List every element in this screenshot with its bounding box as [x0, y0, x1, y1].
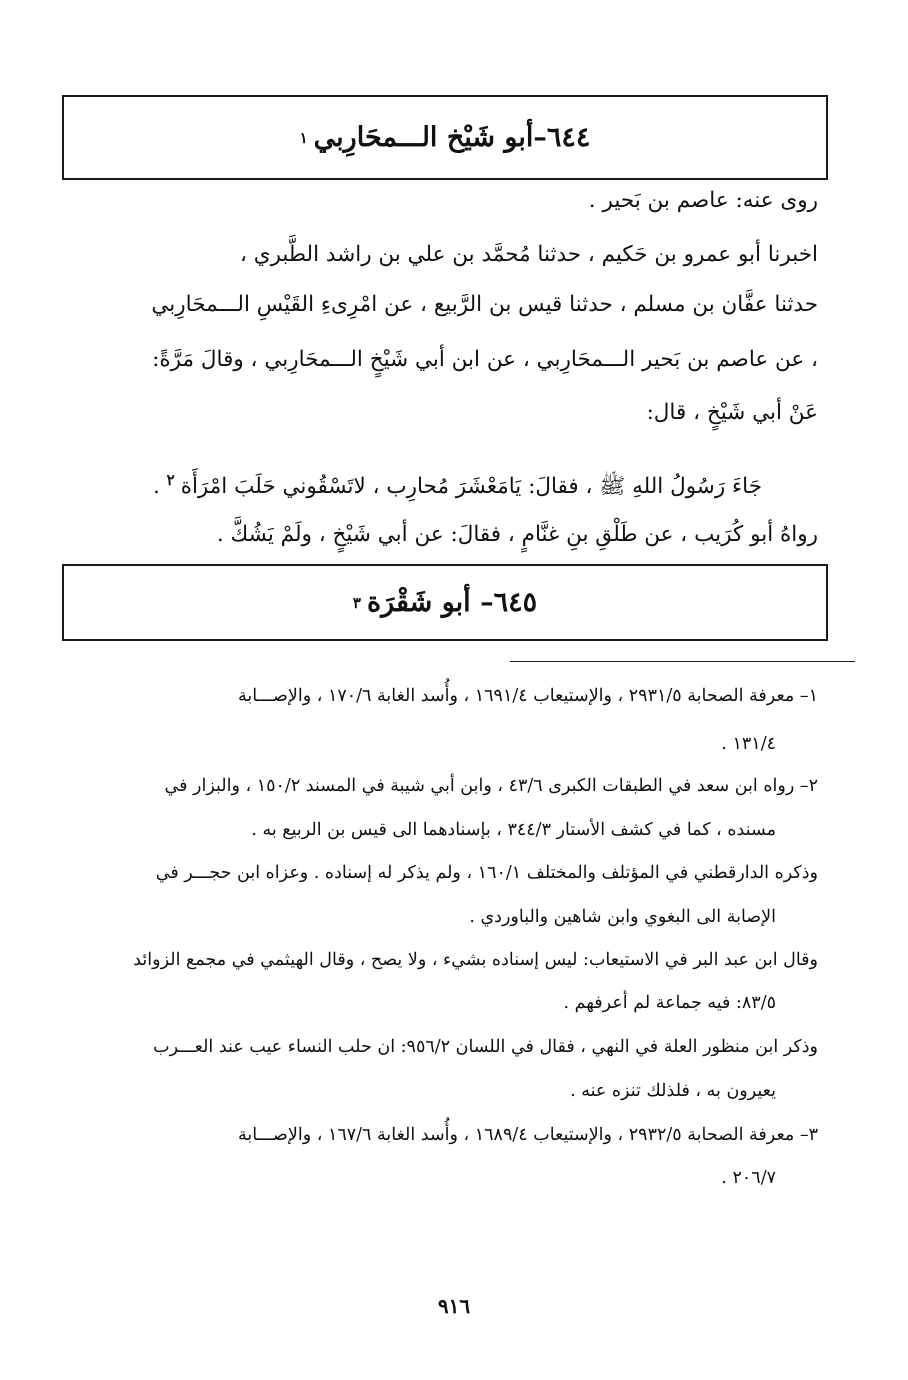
entry-644-heading-box	[62, 95, 828, 180]
entry-645-footnote-ref: ٣	[352, 593, 361, 612]
hadith-matn: جَاءَ رَسُولُ اللهِ ﷺ ، فقالَ: يَامَعْشَرَ مُحارِب ، لاتَسْقُوني حَلَبَ امْرَأَة	[180, 474, 762, 500]
riwaya-line: رواهُ أبو كُرَيب ، عن طَلْقِ بنِ غنَّامٍ ، فقالَ: عن أبي شَيْخٍ ، ولَمْ يَشُكَّ .	[216, 522, 818, 547]
footnote-line: ٢– رواه ابن سعد في الطبقات الكبرى ٤٣/٦ ، وابن أبي شيبة في المسند ١٥٠/٢ ، والبزار في	[164, 776, 818, 796]
footnote-line: يعيرون به ، فلذلك تنزه عنه .	[570, 1081, 776, 1101]
footnote-line: ١– معرفة الصحابة ٢٩٣١/٥ ، والإستيعاب ١٦٩١/٤ ، وأُسد الغابة ١٧٠/٦ ، والإصـــابة	[238, 686, 818, 706]
footnote-line: ٢٠٦/٧ .	[721, 1168, 776, 1188]
entry-644-footnote-ref: ١	[299, 128, 308, 147]
hadith-end-mark: .	[152, 474, 160, 500]
hadith-text	[76, 465, 762, 502]
footnote-line: وقال ابن عبد البر في الاستيعاب: ليس إسناده بشيء ، ولا يصح ، وقال الهيثمي في مجمع الزوائد	[133, 950, 818, 970]
entry-644-title: ٦٤٤–أبو شَيْخ الـــمحَارِبي	[313, 122, 591, 153]
page-number: ٩١٦	[437, 1294, 471, 1318]
footnote-line: ٣– معرفة الصحابة ٢٩٣٢/٥ ، والإستيعاب ١٦٨٩/٤ ، وأُسد الغابة ١٦٧/٦ ، والإصـــابة	[238, 1125, 818, 1145]
footnote-line: مسنده ، كما في كشف الأستار ٣٤٤/٣ ، بإسنادهما الى قيس بن الربيع به .	[251, 820, 776, 840]
isnad-line-3: ، عن عاصم بن بَحير الـــمحَارِبي ، عن ابن أبي شَيْخٍ الـــمحَارِبي ، وقالَ مَرَّةً:	[152, 347, 818, 372]
footnote-line: الإصابة الى البغوي وابن شاهين والباوردي .	[469, 907, 776, 927]
isnad-line-2: حدثنا عفَّان بن مسلم ، حدثنا قيس بن الرَّبيع ، عن امْرِىءِ القَيْسِ الـــمحَارِبي	[151, 292, 818, 317]
narrators-line: روى عنه: عاصم بن بَحير .	[588, 188, 818, 213]
entry-645-heading-box	[62, 564, 828, 641]
isnad-line-1: اخبرنا أبو عمرو بن حَكيم ، حدثنا مُحمَّد بن علي بن راشد الطَّبري ،	[239, 242, 818, 267]
isnad-line-4: عَنْ أبي شَيْخٍ ، قال:	[646, 400, 818, 425]
hadith-footnote-ref: ٢	[166, 471, 175, 489]
footnote-line: ١٣١/٤ .	[721, 734, 776, 754]
footnote-line: وذكر ابن منظور العلة في النهي ، فقال في اللسان ٩٥٦/٢: ان حلب النساء عيب عند العـــرب	[153, 1037, 818, 1057]
footnote-line: ٨٣/٥: فيه جماعة لم أعرفهم .	[563, 993, 776, 1013]
entry-645-title: ٦٤٥– أبو شَقْرَة	[366, 587, 538, 618]
footnote-divider	[510, 661, 855, 662]
footnote-line: وذكره الدارقطني في المؤتلف والمختلف ١٦٠/١ ، ولم يذكر له إسناده . وعزاه ابن حجـــر في	[155, 863, 818, 883]
